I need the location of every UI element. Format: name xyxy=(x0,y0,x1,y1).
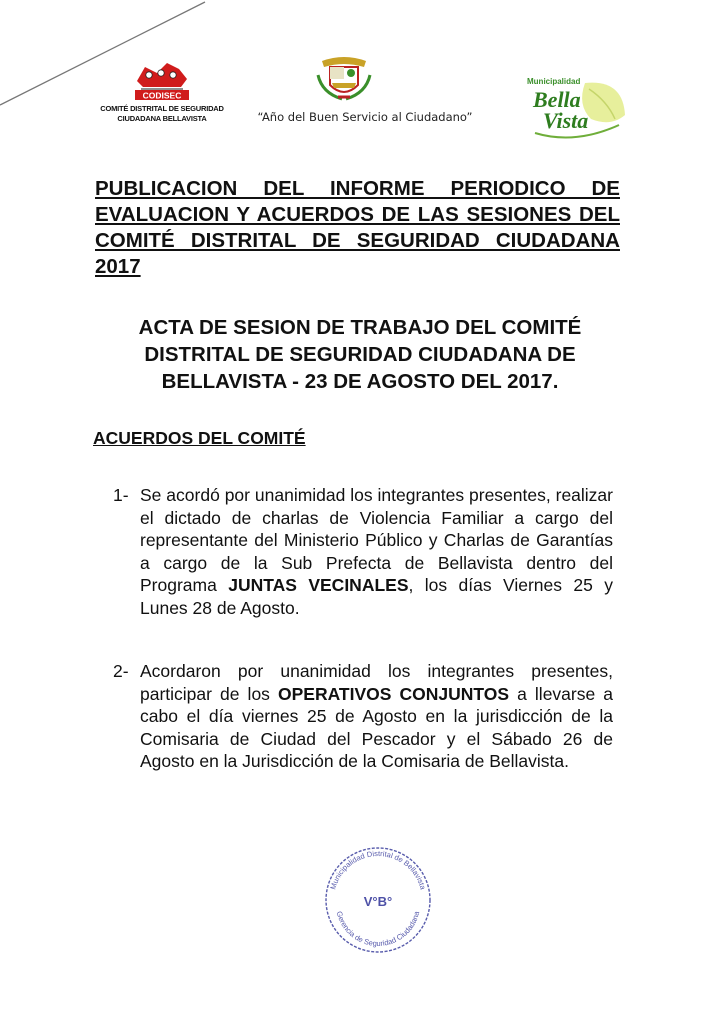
municipality-small-label: Municipalidad xyxy=(527,77,581,86)
stamp-top-text: Municipalidad Distrital de Bellavista xyxy=(328,848,428,891)
svg-text:Municipalidad Distrital de Bel xyxy=(328,849,427,891)
national-seal xyxy=(314,55,374,110)
agreement-item xyxy=(113,660,613,773)
act-title-line3: BELLAVISTA - 23 DE AGOSTO DEL 2017. xyxy=(161,370,559,393)
agreement-emphasis: JUNTAS VECINALES xyxy=(228,575,409,595)
act-title-line1: ACTA DE SESION DE TRABAJO DEL COMITÉ xyxy=(138,316,582,339)
codisec-logo xyxy=(92,59,232,124)
agreement-number: 2- xyxy=(113,661,129,681)
agreement-item xyxy=(113,484,613,619)
agreement-text: Se acordó por unanimidad los integrantes presentes, realizar el dictado de charlas de Violencia Familiar a cargo del representante del Ministerio Público y Charlas de Garantías a cargo de la Sub Prefecta de Bellavista dentro del Programa JUNTAS VECINALES, los días Viernes 25 y Lunes 28 de Agosto. xyxy=(140,485,614,618)
motto-text: “Año del Buen Servicio al Ciudadano” xyxy=(257,110,473,124)
approval-stamp xyxy=(318,838,438,958)
stamp-bottom-text: Gerencia de Seguridad Ciudadana xyxy=(334,910,422,949)
municipality-name-line1: Bella xyxy=(533,87,581,112)
section-heading: ACUERDOS DEL COMITÉ xyxy=(93,428,306,448)
codisec-logo-text: CODISEC xyxy=(142,90,182,101)
act-title xyxy=(110,314,610,395)
act-title-line2: DISTRITAL DE SEGURIDAD CIUDADANA DE xyxy=(144,343,576,366)
agreement-number: 1- xyxy=(113,485,129,505)
municipality-logo xyxy=(515,75,635,145)
publication-title: PUBLICACION DEL INFORME PERIODICO DE EVALUACION Y ACUERDOS DE LAS SESIONES DEL COMITÉ DISTRITAL DE SEGURIDAD CIUDADANA 2017 xyxy=(95,177,620,278)
document-header xyxy=(0,55,725,145)
municipality-name-line2: Vista xyxy=(543,108,589,133)
agreement-emphasis: OPERATIVOS CONJUNTOS xyxy=(278,683,510,704)
agreement-text: Acordaron por unanimidad los integrantes presentes, participar de los OPERATIVOS CONJUNTOS a llevarse a cabo el día viernes 25 de Agosto en la jurisdicción de la Comisaria de Ciudad del Pescador y el Sábado 26 de Agosto en la Jurisdicción de la Comisaria de Bellavista. xyxy=(140,661,614,771)
coat-of-arms-icon xyxy=(314,55,374,105)
codisec-emblem-icon xyxy=(127,59,197,101)
stamp-center-text: V°B° xyxy=(363,894,393,909)
codisec-caption-line1: COMITÉ DISTRITAL DE SEGURIDAD xyxy=(100,104,224,113)
codisec-caption-line2: CIUDADANA BELLAVISTA xyxy=(117,114,207,123)
